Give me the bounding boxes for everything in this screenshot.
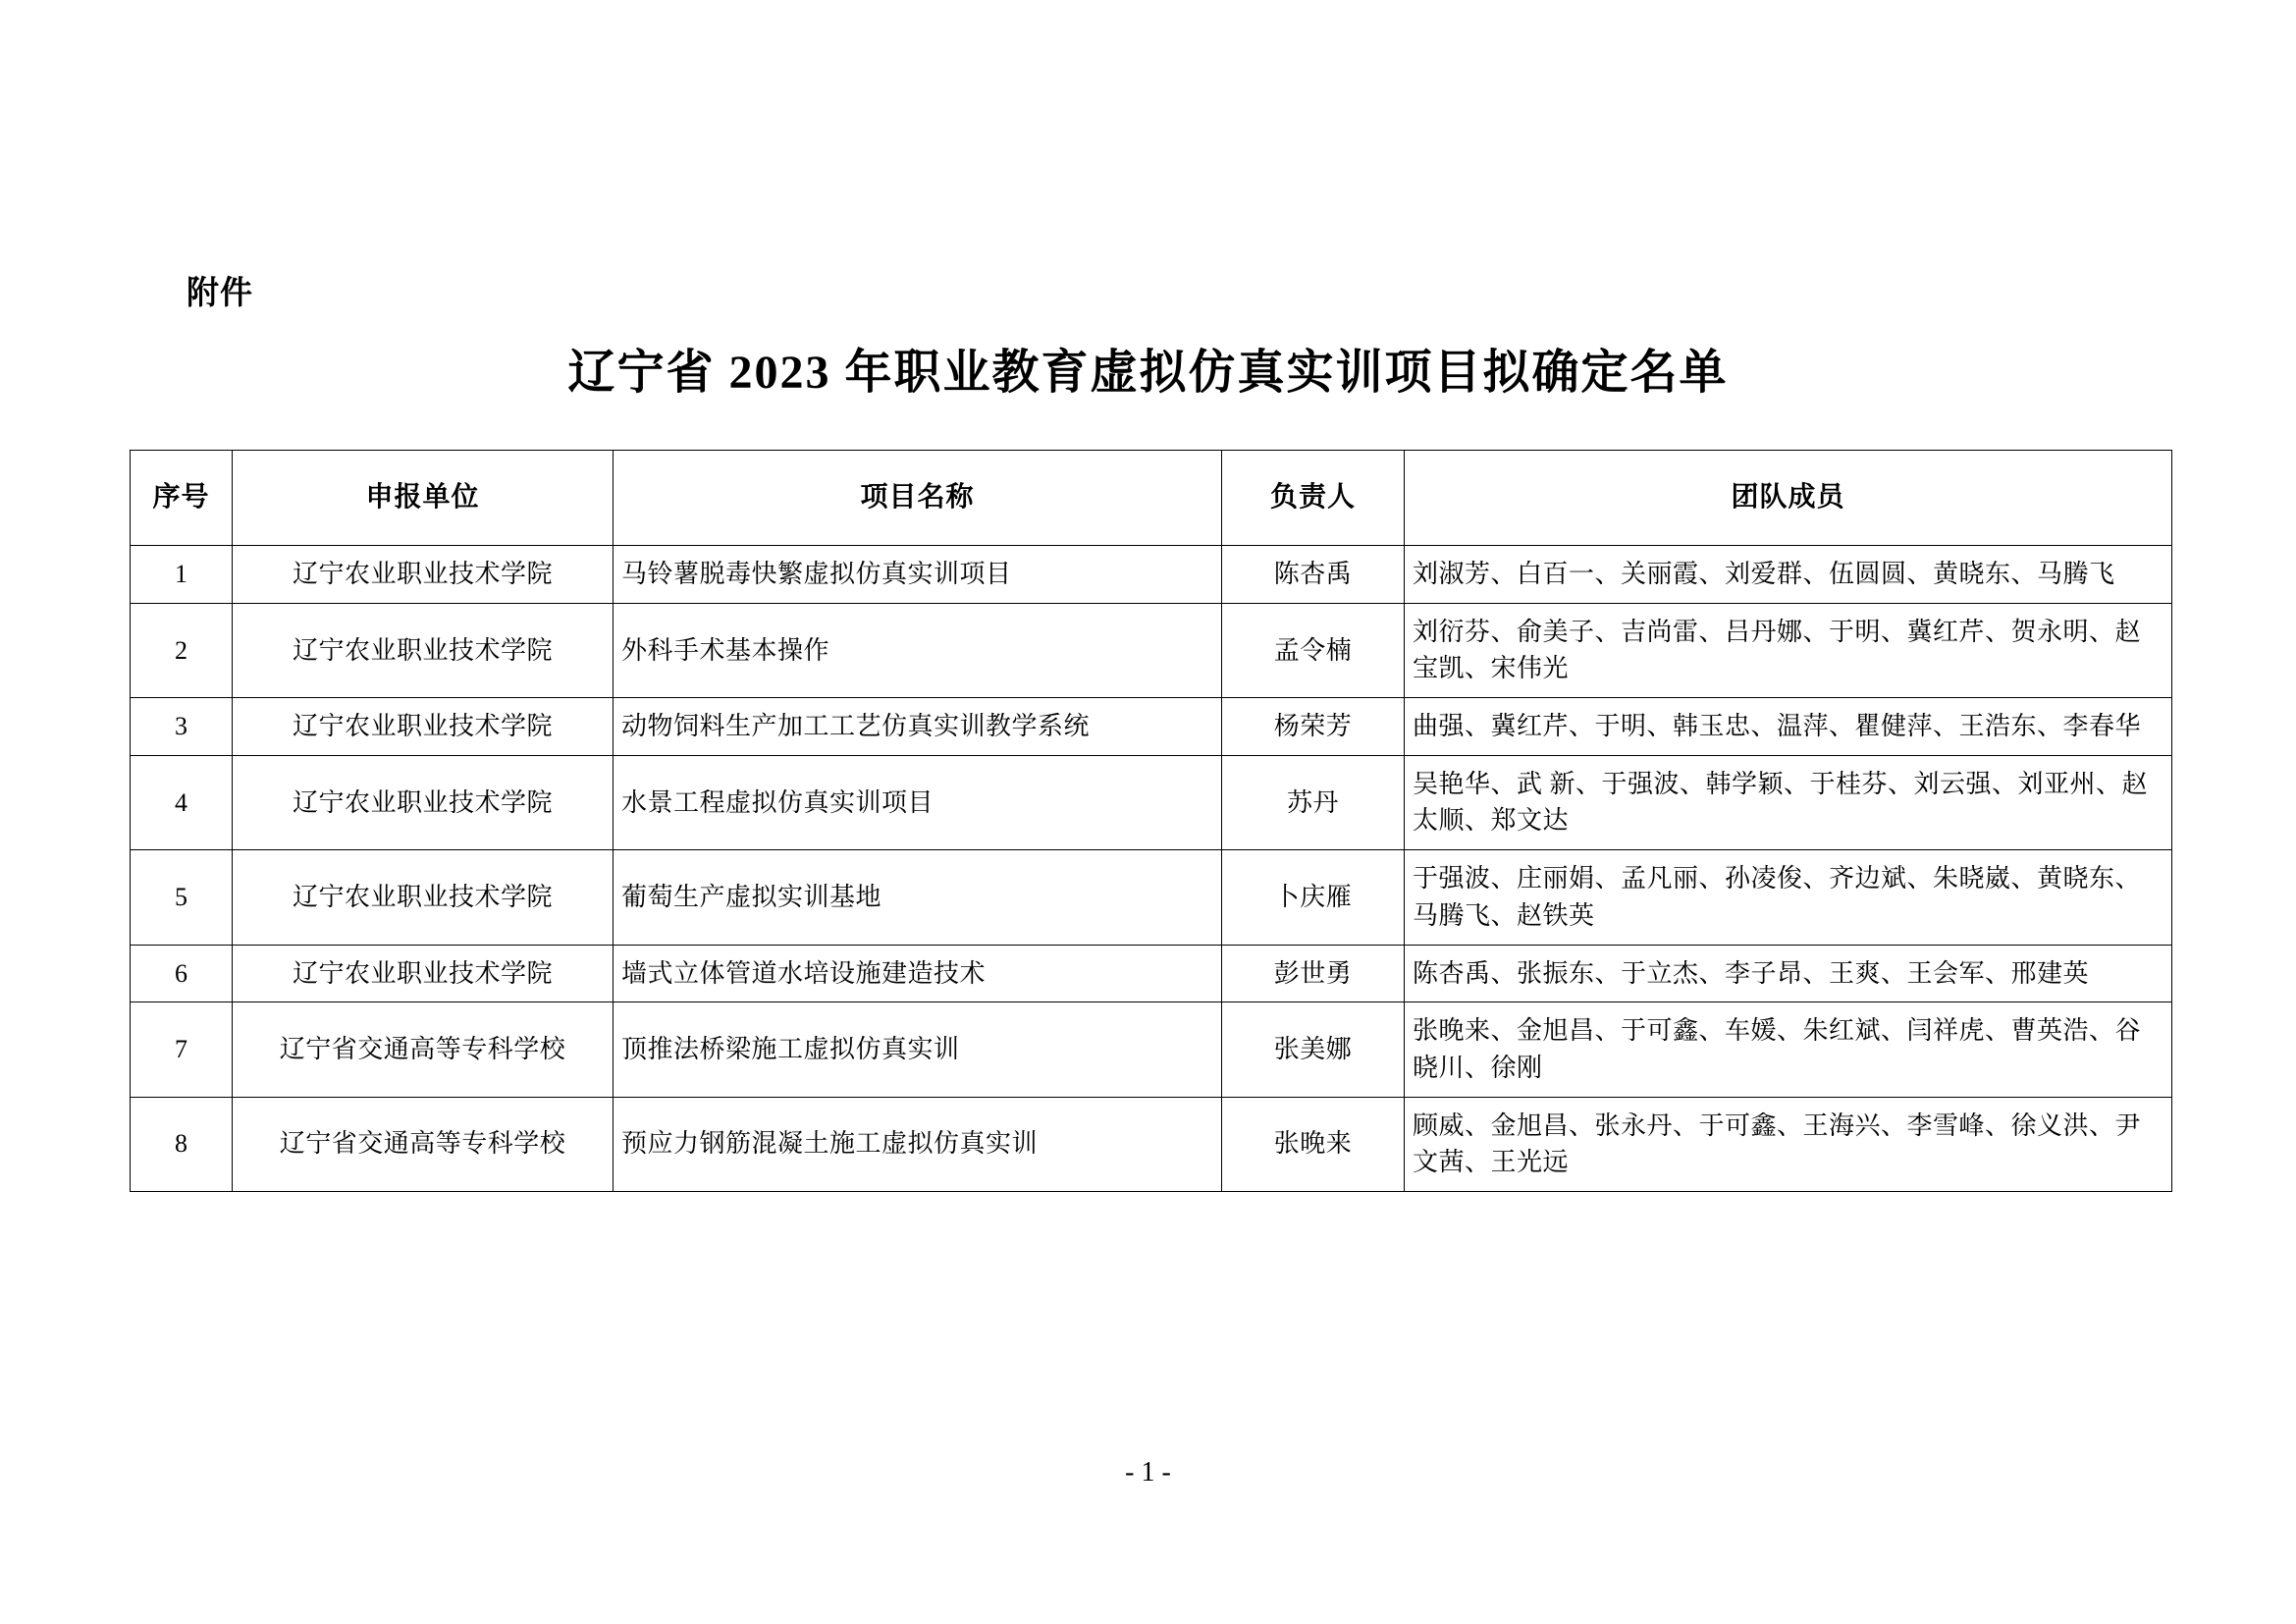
cell-leader: 陈杏禹 [1222, 546, 1405, 604]
attachment-label: 附件 [187, 276, 253, 311]
cell-unit: 辽宁农业职业技术学院 [233, 546, 614, 604]
cell-project: 外科手术基本操作 [614, 603, 1222, 697]
column-header-members: 团队成员 [1405, 451, 2172, 546]
column-header-unit: 申报单位 [233, 451, 614, 546]
cell-unit: 辽宁农业职业技术学院 [233, 755, 614, 849]
project-list-table-wrap [130, 450, 2171, 1192]
cell-members: 于强波、庄丽娟、孟凡丽、孙凌俊、齐边斌、朱晓崴、黄晓东、马腾飞、赵铁英 [1405, 850, 2172, 945]
table-row [131, 546, 2172, 604]
cell-unit: 辽宁农业职业技术学院 [233, 603, 614, 697]
table-row [131, 850, 2172, 945]
cell-unit: 辽宁省交通高等专科学校 [233, 1097, 614, 1191]
cell-project: 动物饲料生产加工工艺仿真实训教学系统 [614, 698, 1222, 756]
table-header-row [131, 451, 2172, 546]
cell-project: 预应力钢筋混凝土施工虚拟仿真实训 [614, 1097, 1222, 1191]
cell-members: 陈杏禹、张振东、于立杰、李子昂、王爽、王会军、邢建英 [1405, 945, 2172, 1002]
cell-index: 8 [131, 1097, 233, 1191]
cell-index: 1 [131, 546, 233, 604]
cell-members: 刘衍芬、俞美子、吉尚雷、吕丹娜、于明、冀红芹、贺永明、赵宝凯、宋伟光 [1405, 603, 2172, 697]
cell-index: 2 [131, 603, 233, 697]
cell-members: 顾威、金旭昌、张永丹、于可鑫、王海兴、李雪峰、徐义洪、尹文茜、王光远 [1405, 1097, 2172, 1191]
table-row [131, 945, 2172, 1002]
cell-members: 吴艳华、武 新、于强波、韩学颖、于桂芬、刘云强、刘亚州、赵太顺、郑文达 [1405, 755, 2172, 849]
cell-unit: 辽宁农业职业技术学院 [233, 850, 614, 945]
cell-index: 3 [131, 698, 233, 756]
table-row [131, 603, 2172, 697]
cell-index: 5 [131, 850, 233, 945]
column-header-leader: 负责人 [1222, 451, 1405, 546]
cell-leader: 孟令楠 [1222, 603, 1405, 697]
cell-leader: 彭世勇 [1222, 945, 1405, 1002]
cell-leader: 张美娜 [1222, 1002, 1405, 1097]
cell-leader: 杨荣芳 [1222, 698, 1405, 756]
page-title: 辽宁省 2023 年职业教育虚拟仿真实训项目拟确定名单 [567, 347, 1729, 399]
cell-unit: 辽宁省交通高等专科学校 [233, 1002, 614, 1097]
project-list-table [130, 450, 2172, 1192]
cell-members: 曲强、冀红芹、于明、韩玉忠、温萍、瞿健萍、王浩东、李春华 [1405, 698, 2172, 756]
table-row [131, 755, 2172, 849]
cell-members: 刘淑芳、白百一、关丽霞、刘爱群、伍圆圆、黄晓东、马腾飞 [1405, 546, 2172, 604]
cell-index: 6 [131, 945, 233, 1002]
cell-project: 马铃薯脱毒快繁虚拟仿真实训项目 [614, 546, 1222, 604]
page-number: - 1 - [1125, 1457, 1171, 1488]
cell-index: 7 [131, 1002, 233, 1097]
cell-project: 墙式立体管道水培设施建造技术 [614, 945, 1222, 1002]
cell-project: 顶推法桥梁施工虚拟仿真实训 [614, 1002, 1222, 1097]
cell-members: 张晚来、金旭昌、于可鑫、车媛、朱红斌、闫祥虎、曹英浩、谷晓川、徐刚 [1405, 1002, 2172, 1097]
column-header-index: 序号 [131, 451, 233, 546]
cell-leader: 苏丹 [1222, 755, 1405, 849]
table-row [131, 1002, 2172, 1097]
table-row [131, 1097, 2172, 1191]
table-row [131, 698, 2172, 756]
cell-project: 水景工程虚拟仿真实训项目 [614, 755, 1222, 849]
cell-unit: 辽宁农业职业技术学院 [233, 698, 614, 756]
cell-leader: 卜庆雁 [1222, 850, 1405, 945]
cell-project: 葡萄生产虚拟实训基地 [614, 850, 1222, 945]
column-header-project: 项目名称 [614, 451, 1222, 546]
cell-index: 4 [131, 755, 233, 849]
cell-unit: 辽宁农业职业技术学院 [233, 945, 614, 1002]
cell-leader: 张晚来 [1222, 1097, 1405, 1191]
